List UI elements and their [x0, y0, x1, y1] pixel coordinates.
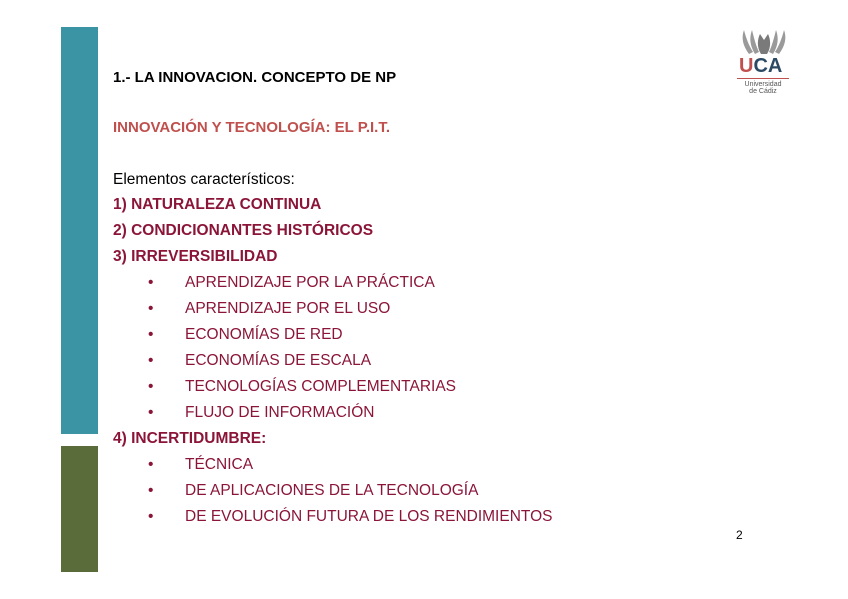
- list-item: [113, 270, 788, 296]
- item-irreversibilidad: 3) IRREVERSIBILIDAD: [113, 248, 278, 265]
- list-item-label: TÉCNICA: [185, 456, 254, 473]
- bullet-icon: •: [148, 378, 154, 395]
- intro-text: Elementos característicos:: [113, 171, 295, 188]
- list-item: [113, 400, 788, 426]
- list-item-label: DE EVOLUCIÓN FUTURA DE LOS RENDIMIENTOS: [185, 508, 553, 525]
- list-item: [113, 322, 788, 348]
- list-item-label: DE APLICACIONES DE LA TECNOLOGÍA: [185, 482, 479, 499]
- bullet-icon: •: [148, 274, 154, 291]
- page-number: 2: [736, 528, 743, 542]
- university-logo: [735, 26, 793, 98]
- list-item: [113, 348, 788, 374]
- decorative-bar-teal: [61, 27, 98, 434]
- item-naturaleza: 1) NATURALEZA CONTINUA: [113, 196, 322, 213]
- uca-emblem-icon: [735, 26, 793, 56]
- list-item: [113, 478, 788, 504]
- bullet-icon: •: [148, 508, 154, 525]
- slide-subtitle: INNOVACIÓN Y TECNOLOGÍA: EL P.I.T.: [113, 119, 390, 136]
- logo-letter-u: U: [739, 55, 754, 77]
- bullet-icon: •: [148, 456, 154, 473]
- list-item: [113, 452, 788, 478]
- bullet-icon: •: [148, 404, 154, 421]
- logo-text: [739, 55, 782, 78]
- bullet-icon: •: [148, 352, 154, 369]
- list-item-label: TECNOLOGÍAS COMPLEMENTARIAS: [185, 378, 457, 395]
- list-item: [113, 296, 788, 322]
- bullet-icon: •: [148, 482, 154, 499]
- list-item: [113, 504, 788, 530]
- list-item-label: ECONOMÍAS DE ESCALA: [185, 352, 372, 369]
- decorative-bar-green: [61, 446, 98, 572]
- list-item-label: FLUJO DE INFORMACIÓN: [185, 404, 375, 421]
- slide-title: 1.- LA INNOVACION. CONCEPTO DE NP: [113, 69, 397, 86]
- list-item-label: APRENDIZAJE POR EL USO: [185, 300, 391, 317]
- logo-letters-ca: CA: [753, 55, 783, 77]
- bullet-icon: •: [148, 326, 154, 343]
- item-incertidumbre: 4) INCERTIDUMBRE:: [113, 430, 267, 447]
- logo-line-1: Universidad: [744, 81, 782, 88]
- bullet-icon: •: [148, 300, 154, 317]
- logo-divider: [737, 78, 789, 79]
- logo-line-2: de Cádiz: [749, 88, 777, 95]
- item-condicionantes: 2) CONDICIONANTES HISTÓRICOS: [113, 222, 374, 239]
- list-item-label: APRENDIZAJE POR LA PRÁCTICA: [185, 274, 435, 291]
- list-item-label: ECONOMÍAS DE RED: [185, 326, 343, 343]
- slide-content: [113, 167, 788, 530]
- list-item: [113, 374, 788, 400]
